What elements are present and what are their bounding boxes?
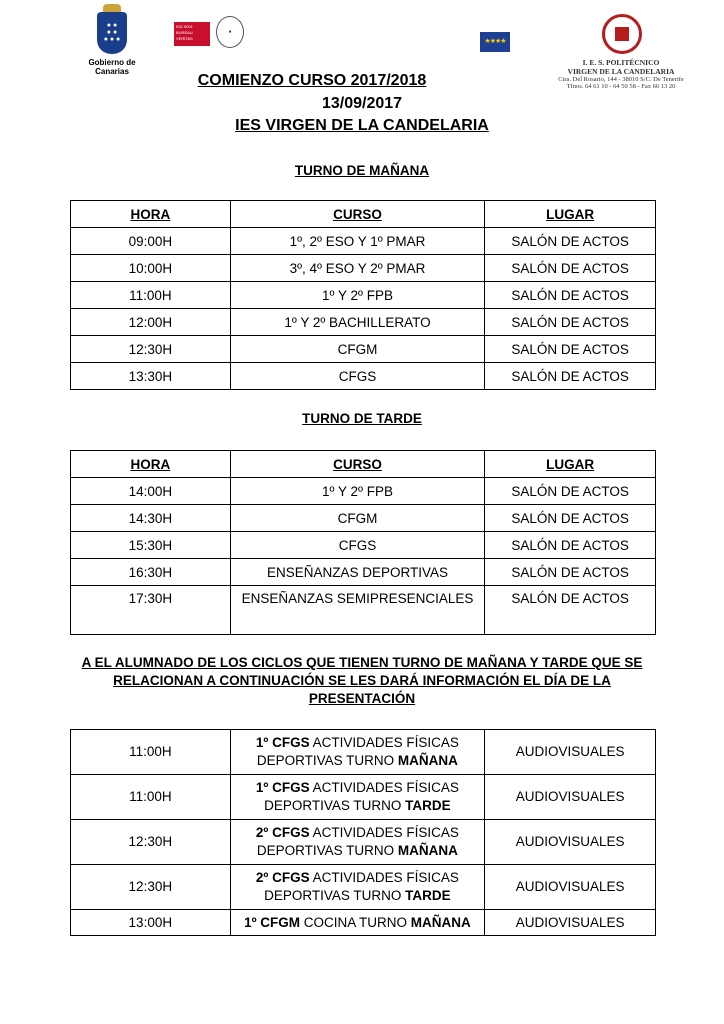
cycle-shift: TARDE xyxy=(405,888,451,903)
cell-curso: 1º Y 2º BACHILLERATO xyxy=(230,309,485,336)
ies-emblem-icon xyxy=(602,14,642,54)
table-row xyxy=(71,478,656,505)
cycle-name: ACTIVIDADES FÍSICAS DEPORTIVAS TURNO xyxy=(264,870,459,903)
cell-hora: 12:30H xyxy=(71,820,231,865)
table-row xyxy=(71,865,656,910)
cycle-level: 1º CFGS xyxy=(255,735,310,750)
cell-curso xyxy=(230,775,485,820)
cell-lugar: AUDIOVISUALES xyxy=(485,730,656,775)
cell-lugar: SALÓN DE ACTOS xyxy=(485,282,656,309)
column-header-hora: HORA xyxy=(71,451,231,478)
table-row xyxy=(71,228,656,255)
table-row xyxy=(71,363,656,390)
table-row xyxy=(71,586,656,635)
cell-curso: CFGS xyxy=(230,532,485,559)
cell-curso: CFGM xyxy=(230,336,485,363)
cell-lugar: SALÓN DE ACTOS xyxy=(485,255,656,282)
table-row xyxy=(71,505,656,532)
table-header-row xyxy=(71,201,656,228)
column-header-lugar: LUGAR xyxy=(485,451,656,478)
cycles-table xyxy=(70,729,656,936)
ies-address: Ctra. Del Rosario, 144 - 38010 S/C. De Tenerife xyxy=(558,76,684,83)
cycle-level: 2º CFGS xyxy=(255,825,310,840)
ies-name-2: VIRGEN DE LA CANDELARIA xyxy=(567,67,675,76)
cycle-name: COCINA TURNO xyxy=(300,914,411,930)
ies-phones: Tfnos. 64 61 10 - 64 50 58 - Fax 66 13 20 xyxy=(566,83,676,90)
canarias-shield-icon: ● ● ● ● ● ● ● xyxy=(97,12,127,54)
certification-logo xyxy=(174,16,246,46)
cell-lugar: SALÓN DE ACTOS xyxy=(485,559,656,586)
iso-badge-icon: ISO 9001 BUREAU VERITAS xyxy=(174,22,210,46)
cell-hora: 12:00H xyxy=(71,309,231,336)
cell-hora: 16:30H xyxy=(71,559,231,586)
morning-table xyxy=(70,200,656,390)
cell-curso xyxy=(230,865,485,910)
cell-curso: 1º Y 2º FPB xyxy=(230,478,485,505)
cell-lugar: SALÓN DE ACTOS xyxy=(485,505,656,532)
cycle-name: ACTIVIDADES FÍSICAS DEPORTIVAS TURNO xyxy=(256,735,459,768)
cell-curso xyxy=(230,820,485,865)
ies-name-1: I. E. S. POLITÉCNICO xyxy=(582,58,660,67)
table-row xyxy=(71,532,656,559)
page-date: 13/09/2017 xyxy=(321,95,403,112)
cycles-note: A EL ALUMNADO DE LOS CICLOS QUE TIENEN TURNO DE MAÑANA Y TARDE QUE SE RELACIONAN A CONTINUACIÓN SE LES DARÁ INFORMACIÓN EL DÍA DE LA PRESENTACIÓN xyxy=(81,655,643,706)
cell-curso: ENSEÑANZAS SEMIPRESENCIALES xyxy=(230,586,485,635)
cell-hora: 12:30H xyxy=(71,336,231,363)
column-header-lugar: LUGAR xyxy=(485,201,656,228)
table-row xyxy=(71,820,656,865)
cell-lugar: SALÓN DE ACTOS xyxy=(485,586,656,635)
cell-curso xyxy=(230,730,485,775)
certification-seal-icon: ● xyxy=(216,16,244,48)
cell-lugar: AUDIOVISUALES xyxy=(485,865,656,910)
table-row xyxy=(71,255,656,282)
column-header-hora: HORA xyxy=(71,201,231,228)
cycle-level: 1º CFGS xyxy=(255,780,310,795)
table-row xyxy=(71,730,656,775)
morning-heading: TURNO DE MAÑANA xyxy=(294,163,430,178)
cell-curso xyxy=(230,910,485,936)
cell-hora: 13:30H xyxy=(71,363,231,390)
cycle-level: 1º CFGM xyxy=(244,914,300,930)
cycle-shift: MAÑANA xyxy=(410,914,471,930)
table-row xyxy=(71,559,656,586)
table-row xyxy=(71,775,656,820)
cell-lugar: SALÓN DE ACTOS xyxy=(485,478,656,505)
cell-lugar: AUDIOVISUALES xyxy=(485,820,656,865)
table-row xyxy=(71,282,656,309)
cell-lugar: AUDIOVISUALES xyxy=(485,775,656,820)
eu-flag-icon: ★★★★ xyxy=(480,32,510,52)
cell-hora: 11:00H xyxy=(71,282,231,309)
table-row xyxy=(71,336,656,363)
column-header-curso: CURSO xyxy=(230,451,485,478)
cell-lugar: SALÓN DE ACTOS xyxy=(485,228,656,255)
cell-curso: CFGS xyxy=(230,363,485,390)
afternoon-heading: TURNO DE TARDE xyxy=(302,411,422,426)
cell-hora: 09:00H xyxy=(71,228,231,255)
cycle-shift: MAÑANA xyxy=(397,843,458,858)
cell-lugar: SALÓN DE ACTOS xyxy=(485,309,656,336)
table-header-row xyxy=(71,451,656,478)
cell-hora: 14:30H xyxy=(71,505,231,532)
cell-hora: 11:00H xyxy=(71,730,231,775)
cell-curso: ENSEÑANZAS DEPORTIVAS xyxy=(230,559,485,586)
cell-curso: 3º, 4º ESO Y 2º PMAR xyxy=(230,255,485,282)
cell-lugar: AUDIOVISUALES xyxy=(485,910,656,936)
table-row xyxy=(71,309,656,336)
cell-hora: 17:30H xyxy=(71,586,231,635)
gobierno-canarias-logo xyxy=(72,12,152,76)
page-title: COMIENZO CURSO 2017/2018 xyxy=(197,72,427,89)
column-header-curso: CURSO xyxy=(230,201,485,228)
cell-hora: 11:00H xyxy=(71,775,231,820)
school-name: IES VIRGEN DE LA CANDELARIA xyxy=(235,117,489,134)
cycle-level: 2º CFGS xyxy=(255,870,310,885)
cell-hora: 15:30H xyxy=(71,532,231,559)
cell-lugar: SALÓN DE ACTOS xyxy=(485,532,656,559)
afternoon-table xyxy=(70,450,656,635)
table-row xyxy=(71,910,656,936)
cycle-name: ACTIVIDADES FÍSICAS DEPORTIVAS TURNO xyxy=(256,825,459,858)
cell-hora: 12:30H xyxy=(71,865,231,910)
cell-hora: 10:00H xyxy=(71,255,231,282)
cell-hora: 13:00H xyxy=(71,910,231,936)
cell-curso: 1º, 2º ESO Y 1º PMAR xyxy=(230,228,485,255)
cycle-name: ACTIVIDADES FÍSICAS DEPORTIVAS TURNO xyxy=(264,780,459,813)
eu-logo xyxy=(470,30,520,54)
cell-hora: 14:00H xyxy=(71,478,231,505)
cell-curso: 1º Y 2º FPB xyxy=(230,282,485,309)
cell-curso: CFGM xyxy=(230,505,485,532)
gobierno-text: Gobierno de Canarias xyxy=(88,58,136,76)
cycle-shift: TARDE xyxy=(405,798,451,813)
cycle-shift: MAÑANA xyxy=(397,753,458,768)
cell-lugar: SALÓN DE ACTOS xyxy=(485,363,656,390)
cell-lugar: SALÓN DE ACTOS xyxy=(485,336,656,363)
